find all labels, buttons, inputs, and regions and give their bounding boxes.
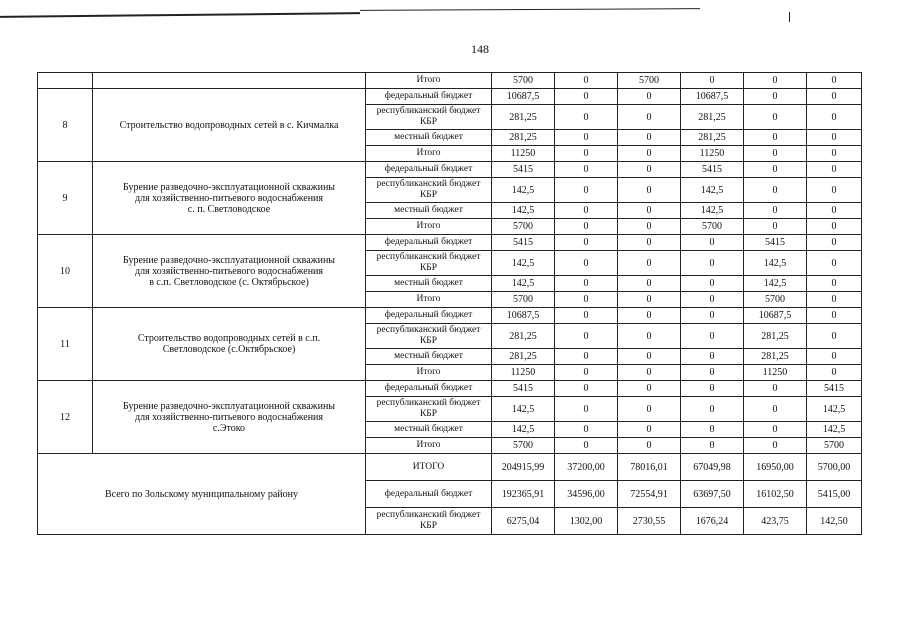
amount-cell: 5700 — [744, 292, 807, 308]
amount-cell: 0 — [618, 130, 681, 146]
amount-cell: 67049,98 — [681, 454, 744, 481]
amount-cell: 0 — [744, 105, 807, 130]
amount-cell: 0 — [555, 251, 618, 276]
amount-cell: 0 — [555, 105, 618, 130]
amount-cell: 78016,01 — [618, 454, 681, 481]
amount-cell: 0 — [555, 438, 618, 454]
amount-cell: 142,5 — [492, 276, 555, 292]
amount-cell: 0 — [618, 365, 681, 381]
funding-source-cell: федеральный бюджет — [366, 481, 492, 508]
amount-cell: 0 — [618, 162, 681, 178]
amount-cell: 0 — [618, 349, 681, 365]
amount-cell: 0 — [807, 308, 862, 324]
amount-cell: 0 — [681, 276, 744, 292]
amount-cell: 10687,5 — [681, 89, 744, 105]
amount-cell: 0 — [618, 105, 681, 130]
funding-source-cell: республиканский бюджет КБР — [366, 324, 492, 349]
project-name-cell — [93, 308, 366, 381]
amount-cell: 16102,50 — [744, 481, 807, 508]
amount-cell: 0 — [807, 162, 862, 178]
project-number-cell — [38, 73, 93, 89]
amount-cell: 0 — [555, 235, 618, 251]
amount-cell: 0 — [807, 349, 862, 365]
funding-source-cell: Итого — [366, 73, 492, 89]
amount-cell: 0 — [744, 203, 807, 219]
summary-row — [38, 454, 862, 481]
funding-source-cell: местный бюджет — [366, 203, 492, 219]
amount-cell: 0 — [555, 73, 618, 89]
amount-cell: 204915,99 — [492, 454, 555, 481]
amount-cell: 0 — [555, 146, 618, 162]
amount-cell: 423,75 — [744, 508, 807, 535]
project-name-line: Светловодское (с.Октябрьское) — [162, 344, 296, 355]
amount-cell: 0 — [555, 422, 618, 438]
amount-cell: 0 — [555, 178, 618, 203]
amount-cell: 0 — [681, 381, 744, 397]
table-row — [38, 162, 862, 178]
project-number-cell: 12 — [38, 381, 93, 454]
amount-cell: 281,25 — [744, 349, 807, 365]
amount-cell: 0 — [555, 130, 618, 146]
amount-cell: 16950,00 — [744, 454, 807, 481]
project-name-line: с.Этоко — [212, 422, 246, 434]
amount-cell: 5700 — [492, 219, 555, 235]
project-number-cell: 9 — [38, 162, 93, 235]
amount-cell: 5415 — [681, 162, 744, 178]
project-name-line: для хозяйственно-питьевого водоснабжения — [134, 265, 323, 277]
amount-cell: 0 — [807, 105, 862, 130]
amount-cell: 0 — [555, 308, 618, 324]
amount-cell: 0 — [555, 349, 618, 365]
amount-cell: 281,25 — [492, 349, 555, 365]
funding-source-cell: ИТОГО — [366, 454, 492, 481]
amount-cell: 0 — [807, 73, 862, 89]
project-number-cell: 11 — [38, 308, 93, 381]
amount-cell: 37200,00 — [555, 454, 618, 481]
amount-cell: 192365,91 — [492, 481, 555, 508]
amount-cell: 0 — [807, 251, 862, 276]
amount-cell: 5700 — [618, 73, 681, 89]
amount-cell: 0 — [618, 89, 681, 105]
table-row — [38, 381, 862, 397]
amount-cell: 5415 — [492, 235, 555, 251]
funding-source-cell: республиканский бюджет КБР — [366, 178, 492, 203]
amount-cell: 0 — [555, 381, 618, 397]
funding-source-cell: республиканский бюджет КБР — [366, 397, 492, 422]
amount-cell: 0 — [807, 235, 862, 251]
amount-cell: 63697,50 — [681, 481, 744, 508]
amount-cell: 0 — [618, 438, 681, 454]
budget-table — [37, 72, 862, 535]
amount-cell: 2730,55 — [618, 508, 681, 535]
amount-cell: 0 — [744, 422, 807, 438]
amount-cell: 6275,04 — [492, 508, 555, 535]
project-name-cell — [93, 162, 366, 235]
funding-source-cell: федеральный бюджет — [366, 381, 492, 397]
amount-cell: 11250 — [681, 146, 744, 162]
project-name-line: Строительство водопроводных сетей в с.п. — [137, 333, 321, 344]
funding-source-cell: Итого — [366, 365, 492, 381]
amount-cell: 10687,5 — [492, 308, 555, 324]
amount-cell: 0 — [744, 178, 807, 203]
project-name-line: с. п. Светловодское — [187, 203, 271, 215]
amount-cell: 281,25 — [492, 130, 555, 146]
amount-cell: 0 — [744, 381, 807, 397]
funding-source-cell: местный бюджет — [366, 276, 492, 292]
table-row — [38, 73, 862, 89]
amount-cell: 0 — [555, 219, 618, 235]
amount-cell: 0 — [681, 324, 744, 349]
project-name-line: для хозяйственно-питьевого водоснабжения — [134, 411, 323, 423]
amount-cell: 0 — [807, 276, 862, 292]
amount-cell: 142,5 — [744, 251, 807, 276]
amount-cell: 0 — [681, 292, 744, 308]
amount-cell: 0 — [681, 397, 744, 422]
amount-cell: 0 — [744, 89, 807, 105]
amount-cell: 0 — [618, 219, 681, 235]
amount-cell: 0 — [618, 292, 681, 308]
amount-cell: 1676,24 — [681, 508, 744, 535]
amount-cell: 281,25 — [492, 105, 555, 130]
project-number-cell: 8 — [38, 89, 93, 162]
table-row — [38, 235, 862, 251]
amount-cell: 0 — [555, 324, 618, 349]
amount-cell: 0 — [618, 251, 681, 276]
funding-source-cell: Итого — [366, 292, 492, 308]
amount-cell: 0 — [618, 235, 681, 251]
project-name-line: Бурение разведочно-эксплуатационной скважины — [122, 181, 336, 193]
amount-cell: 142,5 — [492, 422, 555, 438]
funding-source-cell: местный бюджет — [366, 130, 492, 146]
amount-cell: 0 — [555, 397, 618, 422]
amount-cell: 0 — [807, 219, 862, 235]
amount-cell: 281,25 — [681, 130, 744, 146]
table-body — [38, 73, 862, 535]
amount-cell: 0 — [681, 73, 744, 89]
amount-cell: 11250 — [492, 146, 555, 162]
project-name-line: Строительство водопроводных сетей в с. Кичмалка — [119, 119, 339, 131]
amount-cell: 72554,91 — [618, 481, 681, 508]
amount-cell: 0 — [807, 203, 862, 219]
amount-cell: 0 — [807, 146, 862, 162]
amount-cell: 0 — [744, 219, 807, 235]
amount-cell: 0 — [807, 130, 862, 146]
amount-cell: 10687,5 — [492, 89, 555, 105]
amount-cell: 142,5 — [744, 276, 807, 292]
project-name-cell — [93, 73, 366, 89]
project-name-line: Бурение разведочно-эксплуатационной скважины — [122, 400, 336, 412]
page-number: 148 — [471, 42, 489, 56]
amount-cell: 5700 — [492, 73, 555, 89]
table-row — [38, 308, 862, 324]
amount-cell: 0 — [807, 324, 862, 349]
amount-cell: 281,25 — [681, 105, 744, 130]
funding-source-cell: федеральный бюджет — [366, 235, 492, 251]
amount-cell: 11250 — [492, 365, 555, 381]
scan-edge-line — [0, 12, 360, 18]
amount-cell: 0 — [744, 162, 807, 178]
amount-cell: 142,5 — [681, 178, 744, 203]
funding-source-cell: местный бюджет — [366, 422, 492, 438]
amount-cell: 0 — [618, 422, 681, 438]
scan-edge-mark — [789, 12, 790, 22]
amount-cell: 0 — [681, 365, 744, 381]
scan-edge-line — [360, 8, 700, 11]
amount-cell: 281,25 — [492, 324, 555, 349]
amount-cell: 0 — [744, 130, 807, 146]
amount-cell: 0 — [681, 349, 744, 365]
amount-cell: 0 — [681, 235, 744, 251]
amount-cell: 142,50 — [807, 508, 862, 535]
amount-cell: 0 — [555, 276, 618, 292]
amount-cell: 0 — [555, 89, 618, 105]
table-row — [38, 89, 862, 105]
amount-cell: 0 — [744, 73, 807, 89]
funding-source-cell: Итого — [366, 219, 492, 235]
funding-source-cell: Итого — [366, 146, 492, 162]
summary-name-cell: Всего по Зольскому муниципальному району — [38, 454, 366, 535]
amount-cell: 0 — [807, 292, 862, 308]
funding-source-cell: республиканский бюджет КБР — [366, 508, 492, 535]
amount-cell: 142,5 — [681, 203, 744, 219]
amount-cell: 5700,00 — [807, 454, 862, 481]
amount-cell: 34596,00 — [555, 481, 618, 508]
amount-cell: 0 — [618, 146, 681, 162]
amount-cell: 0 — [555, 162, 618, 178]
amount-cell: 142,5 — [807, 422, 862, 438]
amount-cell: 0 — [618, 381, 681, 397]
amount-cell: 0 — [807, 89, 862, 105]
amount-cell: 0 — [681, 308, 744, 324]
amount-cell: 5415,00 — [807, 481, 862, 508]
funding-source-cell: федеральный бюджет — [366, 162, 492, 178]
amount-cell: 0 — [618, 178, 681, 203]
amount-cell: 142,5 — [807, 397, 862, 422]
project-name-cell — [93, 381, 366, 454]
amount-cell: 0 — [807, 365, 862, 381]
amount-cell: 0 — [618, 308, 681, 324]
amount-cell: 0 — [618, 276, 681, 292]
amount-cell: 0 — [555, 365, 618, 381]
funding-source-cell: республиканский бюджет КБР — [366, 251, 492, 276]
funding-source-cell: федеральный бюджет — [366, 89, 492, 105]
amount-cell: 5415 — [744, 235, 807, 251]
funding-source-cell: Итого — [366, 438, 492, 454]
amount-cell: 0 — [681, 251, 744, 276]
funding-source-cell: республиканский бюджет КБР — [366, 105, 492, 130]
project-name-cell — [93, 89, 366, 162]
amount-cell: 0 — [744, 146, 807, 162]
amount-cell: 5415 — [492, 381, 555, 397]
project-name-line: для хозяйственно-питьевого водоснабжения — [134, 192, 323, 204]
amount-cell: 0 — [555, 203, 618, 219]
project-number-cell: 10 — [38, 235, 93, 308]
amount-cell: 0 — [744, 397, 807, 422]
project-name-line: Бурение разведочно-эксплуатационной скважины — [122, 254, 336, 266]
amount-cell: 142,5 — [492, 178, 555, 203]
amount-cell: 0 — [681, 422, 744, 438]
amount-cell: 1302,00 — [555, 508, 618, 535]
amount-cell: 142,5 — [492, 397, 555, 422]
amount-cell: 5415 — [492, 162, 555, 178]
amount-cell: 281,25 — [744, 324, 807, 349]
amount-cell: 5700 — [681, 219, 744, 235]
amount-cell: 0 — [618, 203, 681, 219]
amount-cell: 5700 — [807, 438, 862, 454]
funding-source-cell: федеральный бюджет — [366, 308, 492, 324]
project-name-line: в с.п. Светловодское (с. Октябрьское) — [149, 276, 309, 288]
amount-cell: 11250 — [744, 365, 807, 381]
amount-cell: 5700 — [492, 292, 555, 308]
amount-cell: 0 — [681, 438, 744, 454]
amount-cell: 0 — [807, 178, 862, 203]
amount-cell: 142,5 — [492, 251, 555, 276]
project-name-cell — [93, 235, 366, 308]
amount-cell: 0 — [555, 292, 618, 308]
amount-cell: 0 — [744, 438, 807, 454]
funding-source-cell: местный бюджет — [366, 349, 492, 365]
amount-cell: 10687,5 — [744, 308, 807, 324]
amount-cell: 0 — [618, 397, 681, 422]
amount-cell: 5415 — [807, 381, 862, 397]
amount-cell: 0 — [618, 324, 681, 349]
amount-cell: 142,5 — [492, 203, 555, 219]
amount-cell: 5700 — [492, 438, 555, 454]
